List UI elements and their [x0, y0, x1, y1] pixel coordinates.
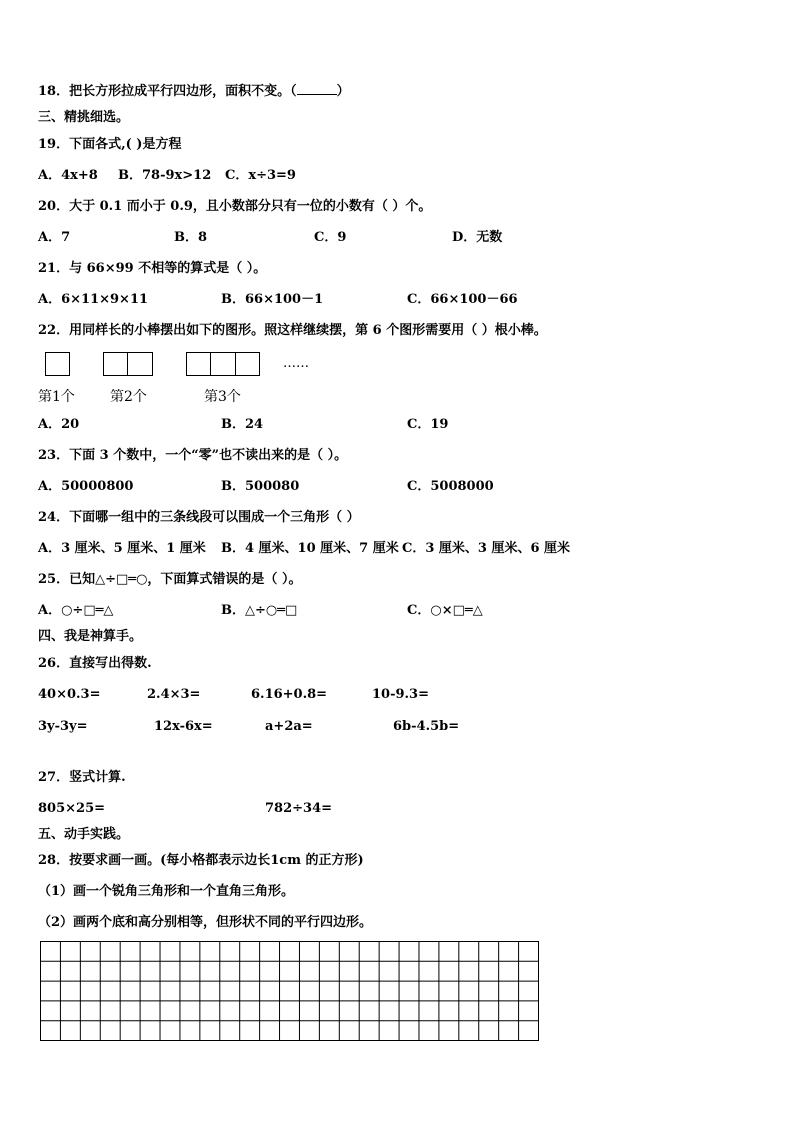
option-d[interactable]: D．无数 — [452, 230, 503, 245]
option-b[interactable]: B．24 — [221, 417, 264, 432]
divider — [235, 352, 236, 376]
question-20-options — [38, 230, 758, 246]
caption-figure-2: 第2个 — [110, 389, 147, 405]
question-20-stem: 20．大于 0.1 而小于 0.9，且小数部分只有一位的小数有（ ）个。 — [38, 199, 432, 214]
answer-blank[interactable] — [297, 82, 337, 95]
question-28-sub-2: （2）画两个底和高分别相等，但形状不同的平行四边形。 — [38, 915, 373, 930]
option-b[interactable]: B．78-9x>12 — [118, 168, 212, 183]
question-18-end: ） — [336, 84, 350, 99]
question-18 — [38, 82, 350, 100]
question-28-stem: 28．按要求画一画。(每小格都表示边长1cm 的正方形) — [38, 853, 364, 868]
question-21-stem: 21．与 66×99 不相等的算式是（ ）。 — [38, 261, 267, 276]
question-27-stem: 27．竖式计算. — [38, 770, 126, 785]
option-c[interactable]: C．9 — [314, 230, 347, 245]
option-c[interactable]: C．x÷3=9 — [225, 168, 296, 183]
calc-item: 12x-6x= — [154, 719, 213, 734]
calc-item: 6b-4.5b= — [393, 719, 460, 734]
question-21-options — [38, 292, 758, 308]
question-19-options — [38, 168, 758, 184]
option-c[interactable]: C．5008000 — [407, 479, 494, 494]
option-c[interactable]: C．○×□═△ — [407, 603, 483, 618]
option-a[interactable]: A．7 — [38, 230, 71, 245]
question-25-options — [38, 603, 758, 619]
question-23-stem: 23．下面 3 个数中，一个“零”也不读出来的是（ ）。 — [38, 448, 348, 463]
option-b[interactable]: B．△÷○═□ — [221, 603, 298, 618]
option-b[interactable]: B．500080 — [221, 479, 300, 494]
divider — [127, 352, 128, 376]
question-27-items — [38, 801, 758, 817]
option-a[interactable]: A．4x+8 — [38, 168, 98, 183]
calc-item: 805×25= — [38, 801, 106, 816]
option-a[interactable]: A．○÷□═△ — [38, 603, 114, 618]
calc-item: 6.16+0.8= — [251, 687, 328, 702]
question-28-sub-1: （1）画一个锐角三角形和一个直角三角形。 — [38, 884, 295, 899]
option-b[interactable]: B．4 厘米、10 厘米、7 厘米 — [221, 541, 399, 556]
option-c[interactable]: C．3 厘米、3 厘米、6 厘米 — [402, 541, 571, 556]
figure-1-square — [45, 352, 70, 376]
option-c[interactable]: C．66×100－66 — [407, 292, 518, 307]
option-c[interactable]: C．19 — [407, 417, 449, 432]
divider — [210, 352, 211, 376]
option-a[interactable]: A．3 厘米、5 厘米、1 厘米 — [38, 541, 206, 556]
option-b[interactable]: B．8 — [174, 230, 208, 245]
question-22-options — [38, 417, 758, 433]
section-3-title: 三、精挑细选。 — [38, 110, 130, 125]
option-a[interactable]: A．50000800 — [38, 479, 134, 494]
caption-figure-1: 第1个 — [38, 389, 75, 405]
calc-item: 782÷34= — [265, 801, 333, 816]
ellipsis: …… — [283, 356, 309, 371]
question-24-options — [38, 541, 758, 557]
section-4-title: 四、我是神算手。 — [38, 629, 143, 644]
section-5-title: 五、动手实践。 — [38, 827, 130, 842]
calc-item: 10-9.3= — [372, 687, 429, 702]
question-26-row-2 — [38, 719, 758, 735]
question-24-stem: 24．下面哪一组中的三条线段可以围成一个三角形（ ） — [38, 510, 360, 525]
question-22-stem: 22．用同样长的小棒摆出如下的图形。照这样继续摆，第 6 个图形需要用（ ）根小棒。 — [38, 323, 547, 338]
option-b[interactable]: B．66×100－1 — [221, 292, 324, 307]
calc-item: 3y-3y= — [38, 719, 88, 734]
calc-item: a+2a= — [265, 719, 313, 734]
drawing-grid[interactable] — [40, 941, 539, 1041]
question-19-stem: 19．下面各式,( )是方程 — [38, 137, 182, 152]
option-a[interactable]: A．6×11×9×11 — [38, 292, 149, 307]
calc-item: 40×0.3= — [38, 687, 101, 702]
option-a[interactable]: A．20 — [38, 417, 80, 432]
figure-3-squares — [186, 352, 260, 376]
question-26-row-1 — [38, 687, 758, 703]
calc-item: 2.4×3= — [147, 687, 201, 702]
question-25-stem: 25．已知△÷□═○，下面算式错误的是（ ）。 — [38, 572, 302, 587]
figure-2-squares — [103, 352, 153, 376]
question-26-stem: 26．直接写出得数. — [38, 656, 152, 671]
question-23-options — [38, 479, 758, 495]
caption-figure-3: 第3个 — [204, 389, 241, 405]
question-18-text: 18．把长方形拉成平行四边形，面积不变。（ — [38, 84, 297, 99]
